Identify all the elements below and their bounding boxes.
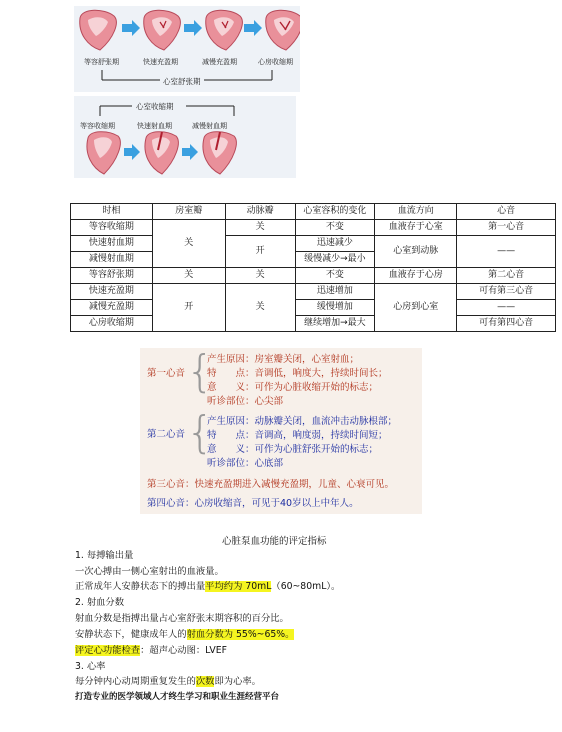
table-cell: 心室到动脉 bbox=[375, 236, 457, 268]
systole-bracket-label: 心室收缩期 bbox=[136, 102, 174, 111]
heart-icon bbox=[87, 132, 120, 174]
table-cell: 关 bbox=[225, 220, 295, 236]
table-cell: 缓慢减少→最小 bbox=[295, 252, 375, 268]
column-header: 血流方向 bbox=[375, 204, 457, 220]
s2-line: 意 义：可作为心脏舒张开始的标志； bbox=[207, 444, 379, 455]
table-cell: 关 bbox=[152, 220, 225, 268]
column-header: 心室容积的变化 bbox=[295, 204, 375, 220]
systole-hearts bbox=[74, 96, 296, 178]
phase-label: 减慢射血期 bbox=[192, 122, 227, 130]
table-cell: 不变 bbox=[295, 268, 375, 284]
table-cell: —— bbox=[457, 236, 556, 268]
s2-line: 听诊部位：心底部 bbox=[207, 458, 284, 469]
table-cell: 关 bbox=[152, 268, 225, 284]
heading-stroke-volume: 1. 每搏输出量 bbox=[75, 550, 134, 561]
table-row bbox=[71, 220, 556, 236]
table-cell: 心房收缩期 bbox=[71, 316, 153, 332]
highlight: 射血分数为 55%~65%。 bbox=[186, 629, 295, 640]
cardiac-cycle-table bbox=[70, 203, 556, 332]
table-row bbox=[71, 300, 556, 316]
phase-label: 快速充盈期 bbox=[143, 58, 178, 66]
text-line: 射血分数是指搏出量占心室舒张末期容积的百分比。 bbox=[75, 613, 289, 624]
table-cell: 开 bbox=[152, 284, 225, 332]
table-cell: 迅速减少 bbox=[295, 236, 375, 252]
table-cell: 第二心音 bbox=[457, 268, 556, 284]
table-cell: 继续增加→最大 bbox=[295, 316, 375, 332]
table-cell: 关 bbox=[225, 284, 295, 332]
table-cell: 快速射血期 bbox=[71, 236, 153, 252]
column-header: 动脉瓣 bbox=[225, 204, 295, 220]
table-cell: 可有第三心音 bbox=[457, 284, 556, 300]
table-cell: 不变 bbox=[295, 220, 375, 236]
column-header: 房室瓣 bbox=[152, 204, 225, 220]
heart-icon bbox=[80, 10, 117, 50]
table-cell: 第一心音 bbox=[457, 220, 556, 236]
column-header: 心音 bbox=[457, 204, 556, 220]
table-cell: —— bbox=[457, 300, 556, 316]
footer-slogan: 打造专业的医学领域人才终生学习和职业生涯经营平台 bbox=[75, 692, 280, 702]
table-cell: 开 bbox=[225, 236, 295, 268]
s1-brace: { bbox=[186, 346, 214, 397]
s1-line: 听诊部位：心尖部 bbox=[207, 396, 284, 407]
s1-title: 第一心音 bbox=[147, 368, 186, 379]
diastole-bracket-label: 心室舒张期 bbox=[160, 76, 204, 87]
table-row bbox=[71, 284, 556, 300]
phase-label: 心房收缩期 bbox=[258, 58, 293, 66]
text-line: 安静状态下，健康成年人的射血分数为 55%~65%。 bbox=[75, 629, 295, 640]
table-cell: 迅速增加 bbox=[295, 284, 375, 300]
table-cell: 等容舒张期 bbox=[71, 268, 153, 284]
heading-heart-rate: 3. 心率 bbox=[75, 661, 106, 672]
heart-icon bbox=[266, 10, 300, 50]
text-line: 每分钟内心动周期重复发生的次数即为心率。 bbox=[75, 676, 261, 687]
s1-line: 意 义：可作为心脏收缩开始的标志； bbox=[207, 382, 379, 393]
s1-line: 产生原因：房室瓣关闭，心室射血； bbox=[207, 354, 360, 365]
heart-icon bbox=[144, 10, 181, 50]
table-cell: 减慢充盈期 bbox=[71, 300, 153, 316]
arrow-icon bbox=[184, 20, 202, 36]
heart-icon bbox=[145, 132, 178, 174]
s2-line: 产生原因：动脉瓣关闭，血流冲击动脉根部； bbox=[207, 416, 398, 427]
table-row bbox=[71, 268, 556, 284]
table-cell: 可有第四心音 bbox=[457, 316, 556, 332]
table-cell: 血液存于心室 bbox=[375, 220, 457, 236]
phase-label: 减慢充盈期 bbox=[202, 58, 237, 66]
arrow-icon bbox=[182, 144, 198, 160]
highlight: 平均约为 70mL bbox=[205, 581, 272, 592]
table-cell: 减慢射血期 bbox=[71, 252, 153, 268]
heart-icon bbox=[203, 132, 236, 174]
s1-line: 特 点：音调低，响度大，持续时间长； bbox=[207, 368, 388, 379]
phase-label: 等容舒张期 bbox=[84, 58, 119, 66]
s2-title: 第二心音 bbox=[147, 429, 186, 440]
heading-ejection-fraction: 2. 射血分数 bbox=[75, 597, 125, 608]
arrow-icon bbox=[122, 20, 140, 36]
highlight: 评定心功能检查 bbox=[75, 645, 141, 656]
phase-label: 等容收缩期 bbox=[80, 122, 115, 130]
table-cell: 缓慢增加 bbox=[295, 300, 375, 316]
table-header-row bbox=[71, 204, 556, 220]
highlight: 次数 bbox=[195, 676, 215, 687]
table-cell: 心房到心室 bbox=[375, 284, 457, 332]
phase-label: 快速射血期 bbox=[137, 122, 172, 130]
table-row bbox=[71, 236, 556, 252]
table-row bbox=[71, 316, 556, 332]
column-header: 时相 bbox=[71, 204, 153, 220]
arrow-icon bbox=[124, 144, 140, 160]
table-cell: 血液存于心房 bbox=[375, 268, 457, 284]
s2-line: 特 点：音调高，响度弱，持续时间短； bbox=[207, 430, 388, 441]
table-cell: 关 bbox=[225, 268, 295, 284]
table-cell: 快速充盈期 bbox=[71, 284, 153, 300]
arrow-icon bbox=[244, 20, 262, 36]
text-line: 正常成年人安静状态下的搏出量平均约为 70mL（60~80mL）。 bbox=[75, 581, 341, 592]
section-title: 心脏泵血功能的评定指标 bbox=[222, 536, 327, 547]
text-line: 一次心搏由一侧心室射出的血液量。 bbox=[75, 566, 224, 577]
heart-icon bbox=[206, 10, 243, 50]
s2-brace: { bbox=[186, 407, 214, 458]
s4-note: 第四心音：心房收缩音，可见于40岁以上中年人。 bbox=[147, 498, 359, 509]
s3-note: 第三心音：快速充盈期进入减慢充盈期，儿童、心衰可见。 bbox=[147, 479, 395, 490]
text-line: 评定心功能检查：超声心动图：LVEF bbox=[75, 645, 227, 656]
table-cell: 等容收缩期 bbox=[71, 220, 153, 236]
